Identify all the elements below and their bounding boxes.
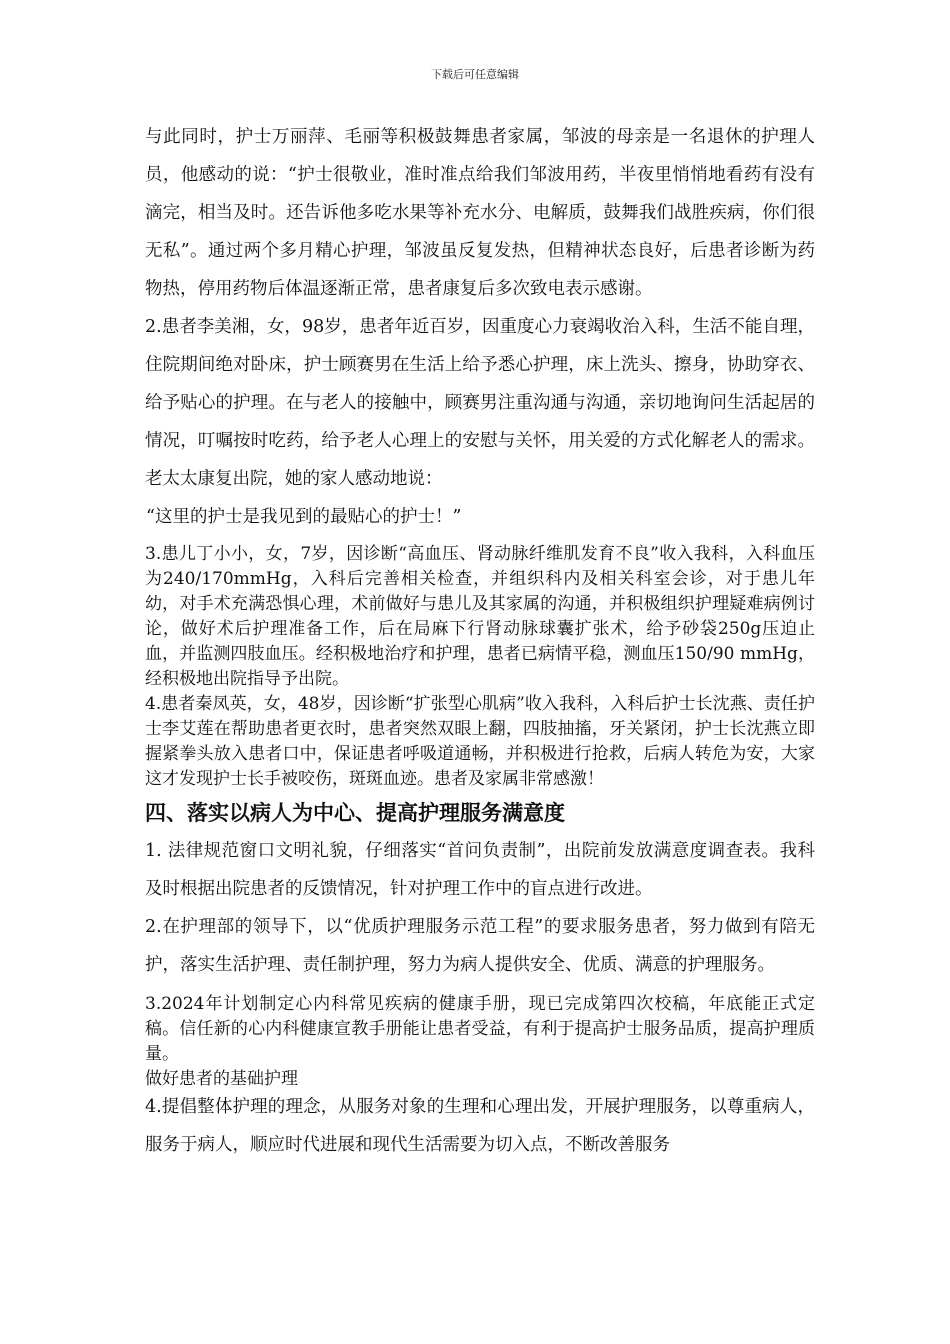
paragraph-item-4: 4.提倡整体护理的理念，从服务对象的生理和心理出发，开展护理服务，以尊重病人，服务于病人，顺应时代进展和现代生活需要为切入点，不断改善服务 [145, 1097, 815, 1155]
paragraph-subheading: 做好患者的基础护理 [145, 1069, 298, 1089]
paragraph-item-1: 1. 法律规范窗口文明礼貌，仔细落实“首问负责制”，出院前发放满意度调查表。我科及时根据出院患者的反馈情况，针对护理工作中的盲点进行改进。 [145, 841, 815, 899]
paragraph-item-3: 3.2024年计划制定心内科常见疾病的健康手册，现已完成第四次校稿，年底能正式定稿。信任新的心内科健康宣教手册能让患者受益，有利于提高护士服务品质，提高护理质量。 [145, 994, 815, 1064]
paragraph-case-3: 3.患儿丁小小，女，7岁，因诊断“高血压、肾动脉纤维肌发育不良”收入我科，入科血压为240/170mmHg，入科后完善相关检查，并组织科内及相关科室会诊，对于患儿年幼，对手术充满恐惧心理，术前做好与患儿及其家属的沟通，并积极组织护理疑难病例讨论，做好术后护理准备工作，后在局麻下行肾动脉球囊扩张术，给予砂袋250g压迫止血，并监测四肢血压。经积极地治疗和护理，患者已病情平稳，测血压150/90 mmHg，经积极地出院指导予出院。 [145, 544, 815, 689]
paragraph-family-encouragement: 与此同时，护士万丽萍、毛丽等积极鼓舞患者家属，邹波的母亲是一名退休的护理人员，他感动的说：“护士很敬业，准时准点给我们邹波用药，半夜里悄悄地看药有没有滴完，相当及时。还告诉他多吃水果等补充水分、电解质，鼓舞我们战胜疾病，你们很无私”。通过两个多月精心护理，邹波虽反复发热，但精神状态良好，后患者诊断为药物热，停用药物后体温逐渐正常，患者康复后多次致电表示感谢。 [145, 127, 815, 299]
document-body [145, 118, 815, 1164]
paragraph-item-2: 2.在护理部的领导下，以“优质护理服务示范工程”的要求服务患者，努力做到有陪无护，落实生活护理、责任制护理，努力为病人提供安全、优质、满意的护理服务。 [145, 917, 815, 975]
section-heading: 四、落实以病人为中心、提高护理服务满意度 [145, 801, 565, 825]
paragraph-case-4: 4.患者秦凤英，女，48岁，因诊断“扩张型心肌病”收入我科，入科后护士长沈燕、责任护士李艾莲在帮助患者更衣时，患者突然双眼上翻，四肢抽搐，牙关紧闭，护士长沈燕立即握紧拳头放入患者口中，保证患者呼吸道通畅，并积极进行抢救，后病人转危为安，大家这才发现护士长手被咬伤，斑斑血迹。患者及家属非常感激！ [145, 694, 815, 789]
header-note: 下载后可任意编辑 [431, 68, 519, 81]
paragraph-case-2-quote: “这里的护士是我见到的最贴心的护士！” [146, 507, 462, 527]
paragraph-case-2: 2.患者李美湘，女，98岁，患者年近百岁，因重度心力衰竭收治入科，生活不能自理，住院期间绝对卧床，护士顾赛男在生活上给予悉心护理，床上洗头、擦身，协助穿衣、给予贴心的护理。在与老人的接触中，顾赛男注重沟通与沟通，亲切地询问生活起居的情况，叮嘱按时吃药，给予老人心理上的安慰与关怀，用关爱的方式化解老人的需求。老太太康复出院，她的家人感动地说： [145, 317, 815, 489]
